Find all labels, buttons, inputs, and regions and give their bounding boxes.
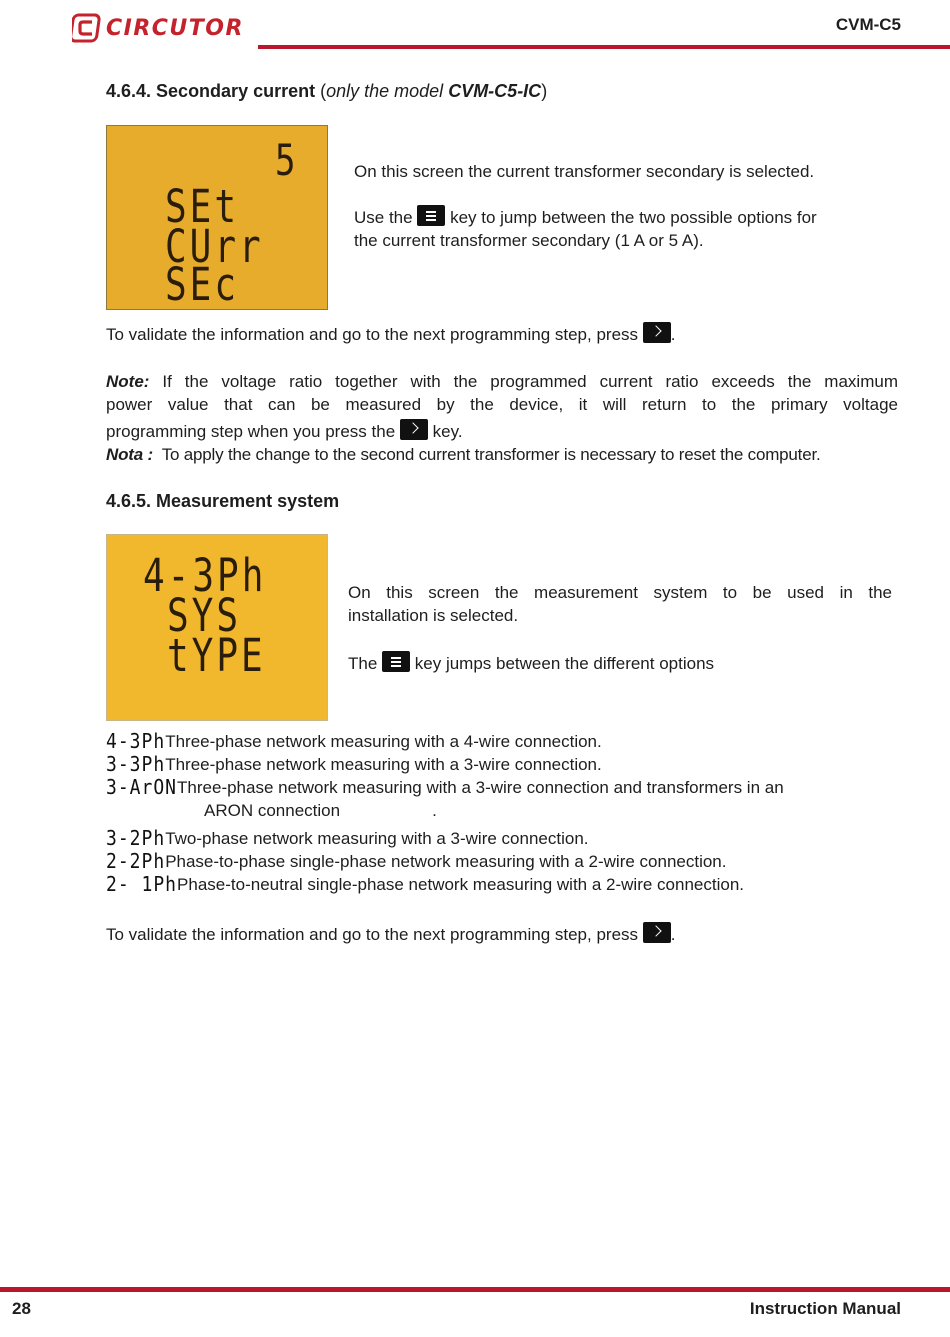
lcd-line-1: SEt <box>165 182 240 234</box>
validate-instruction-1 <box>106 322 676 346</box>
option-3-3ph <box>106 753 602 776</box>
option-text: Phase-to-neutral single-phase network measuring with a 2-wire connection. <box>177 875 744 894</box>
lcd-line-2: CUrr <box>165 222 264 274</box>
lcd-line-1: 4-3Ph <box>143 551 267 603</box>
option-code: 3-3Ph <box>106 752 166 777</box>
note-label: Note: <box>106 372 150 391</box>
option-text: Three-phase network measuring with a 4-wire connection. <box>165 732 602 751</box>
section-title: 4.6.4. Secondary current <box>106 81 316 101</box>
option-code: 2- 1Ph <box>106 872 178 897</box>
header-divider <box>258 45 950 49</box>
paren-italic: only the model <box>326 81 449 101</box>
next-key-icon <box>643 322 671 343</box>
paren-open: ( <box>320 81 327 101</box>
lcd-value: 5 <box>275 136 299 186</box>
option-2-2ph <box>106 850 727 873</box>
footer-divider <box>0 1287 950 1292</box>
header-title: CVM-C5 <box>835 15 901 34</box>
model-name: CVM-C5-IC <box>448 81 542 101</box>
text: programming step when you press the <box>106 422 396 441</box>
circutor-logo-mark <box>72 13 102 43</box>
paren-close: ) <box>541 81 548 101</box>
text: If the voltage ratio together with the programmed current ratio exceeds the maximum <box>162 372 898 391</box>
option-text: Three-phase network measuring with a 3-wire connection. <box>165 755 602 774</box>
option-3-2ph <box>106 827 589 850</box>
option-4-3ph <box>106 730 602 753</box>
section-title: 4.6.5. Measurement system <box>106 491 340 511</box>
nota-label: Nota : <box>106 445 153 464</box>
validate-instruction-2 <box>106 922 676 946</box>
text: To apply the change to the second current transformer is necessary to reset the computer. <box>161 445 821 464</box>
text: Use the <box>354 208 413 227</box>
option-code: 3-ArON <box>106 775 178 800</box>
circutor-logo <box>72 12 244 44</box>
lcd-measurement-system <box>106 534 328 721</box>
text: To validate the information and go to the next programming step, press <box>106 925 639 944</box>
measurement-desc-1 <box>348 581 892 627</box>
text: To validate the information and go to the next programming step, press <box>106 325 639 344</box>
text: installation is selected. <box>348 606 519 625</box>
text: key. <box>432 422 463 441</box>
section-4-6-5-heading <box>106 491 339 512</box>
text: power value that can be measured by the device, it will return to the primary voltage <box>106 395 898 414</box>
brand-name: CIRCUTOR <box>106 15 244 41</box>
text: On this screen the measurement system to be used in the <box>348 583 892 602</box>
lcd-secondary-current <box>106 125 328 310</box>
text: the current transformer secondary (1 A or 5 A). <box>354 231 704 250</box>
option-code: 2-2Ph <box>106 849 166 874</box>
page-number: 28 <box>12 1299 31 1318</box>
note-block <box>106 370 898 466</box>
option-text: Two-phase network measuring with a 3-wire connection. <box>165 829 589 848</box>
option-3-aron <box>106 776 784 799</box>
lcd-line-3: SEc <box>165 260 240 312</box>
option-text: Three-phase network measuring with a 3-wire connection and transformers in an <box>177 778 784 797</box>
lcd-line-2: SYS <box>167 591 242 643</box>
text: key jumps between the different options <box>414 654 715 673</box>
menu-key-icon <box>382 651 410 672</box>
option-code: 3-2Ph <box>106 826 166 851</box>
option-2-1ph <box>106 873 744 896</box>
next-key-icon <box>400 419 428 440</box>
option-code: 4-3Ph <box>106 729 166 754</box>
option-text: ARON connection <box>204 801 341 820</box>
secondary-desc-1: On this screen the current transformer secondary is selected. <box>354 162 815 181</box>
measurement-desc-2 <box>348 651 714 675</box>
footer-title: Instruction Manual <box>749 1299 901 1318</box>
text: . <box>670 325 676 344</box>
lcd-line-3: tYPE <box>167 631 266 683</box>
menu-key-icon <box>417 205 445 226</box>
text: key to jump between the two possible options for <box>450 208 817 227</box>
text: . <box>670 925 676 944</box>
option-3-aron-continued <box>204 799 437 822</box>
secondary-desc-2 <box>354 205 914 252</box>
option-text: . <box>432 801 437 820</box>
section-4-6-4-heading <box>106 81 547 102</box>
option-text: Phase-to-phase single-phase network measuring with a 2-wire connection. <box>165 852 727 871</box>
next-key-icon <box>643 922 671 943</box>
text: The <box>348 654 378 673</box>
